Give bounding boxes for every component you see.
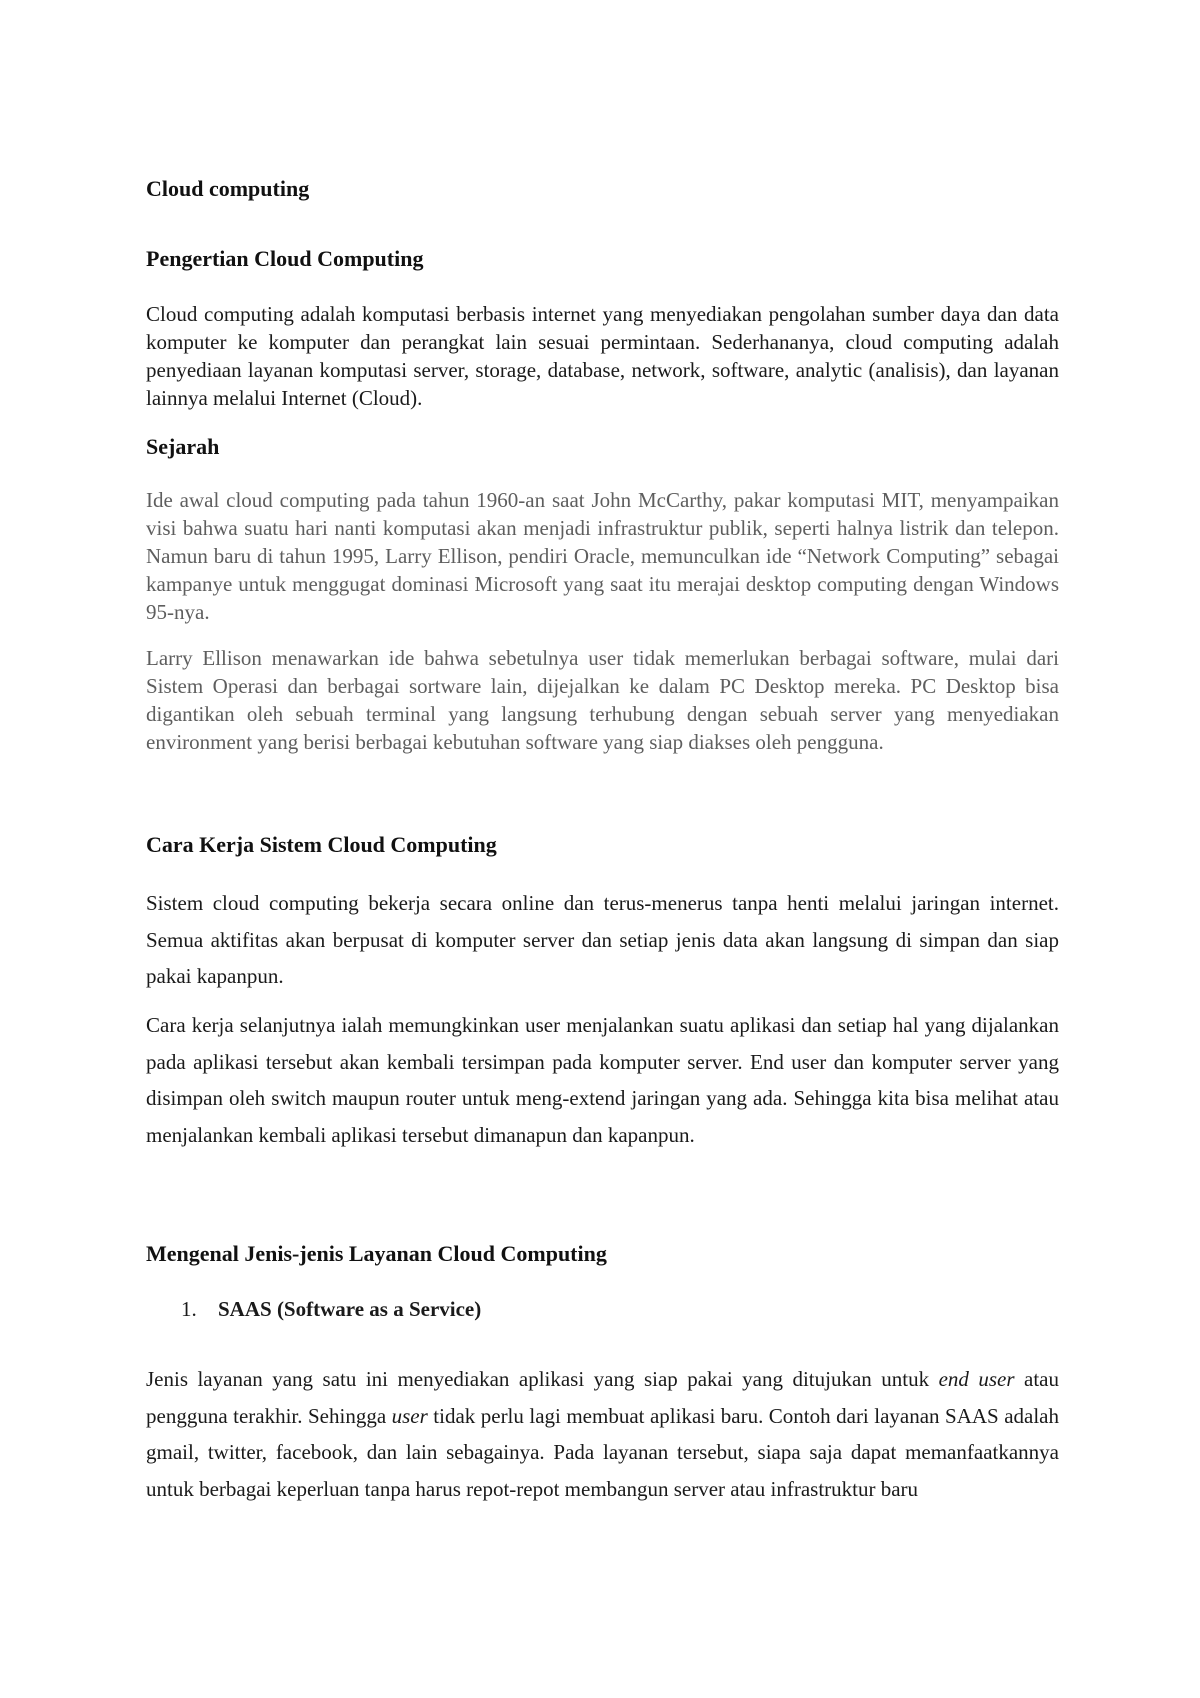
paragraph-saas-text-3: tidak perlu lagi membuat aplikasi baru. Contoh dari layanan SAAS adalah gmail, twitter, facebook, dan lain sebagainya. Pada layanan tersebut, siapa saja dapat memanfaatkannya untuk berbagai keperluan tanpa harus repot-repot membangun server atau infrastruktur baru [146, 1403, 1059, 1501]
paragraph-cara-kerja-2: Cara kerja selanjutnya ialah memungkinkan user menjalankan suatu aplikasi dan setiap hal yang dijalankan pada aplikasi tersebut akan kembali tersimpan pada komputer server. End user dan komputer server yang disimpan oleh switch maupun router untuk meng-extend jaringan yang ada. Sehingga kita bisa melihat atau menjalankan kembali aplikasi tersebut dimanapun dan kapanpun. [146, 1013, 1059, 1147]
section-heading-jenis-layanan: Mengenal Jenis-jenis Layanan Cloud Computing [146, 1241, 607, 1266]
paragraph-saas [146, 1361, 1059, 1507]
paragraph-saas-em-1: end user [938, 1367, 1015, 1391]
section-heading-pengertian: Pengertian Cloud Computing [146, 246, 424, 271]
list-item-saas: SAAS (Software as a Service) [218, 1297, 482, 1321]
paragraph-pengertian: Cloud computing adalah komputasi berbasis internet yang menyediakan pengolahan sumber daya dan data komputer ke komputer dan perangkat lain sesuai permintaan. Sederhananya, cloud computing adalah penyediaan layanan komputasi server, storage, database, network, software, analytic (analisis), dan layanan lainnya melalui Internet (Cloud). [146, 302, 1059, 410]
paragraph-sejarah-2: Larry Ellison menawarkan ide bahwa sebetulnya user tidak memerlukan berbagai software, mulai dari Sistem Operasi dan berbagai sortware lain, dijejalkan ke dalam PC Desktop mereka. PC Desktop bisa digantikan oleh sebuah terminal yang langsung terhubung dengan sebuah server yang menyediakan environment yang berisi berbagai kebutuhan software yang siap diakses oleh pengguna. [146, 646, 1059, 754]
section-heading-sejarah: Sejarah [146, 434, 220, 459]
paragraph-cara-kerja-1: Sistem cloud computing bekerja secara online dan terus-menerus tanpa henti melalui jaringan internet. Semua aktifitas akan berpusat di komputer server dan setiap jenis data akan langsung di simpan dan siap pakai kapanpun. [146, 891, 1059, 988]
paragraph-sejarah-1: Ide awal cloud computing pada tahun 1960-an saat John McCarthy, pakar komputasi MIT, menyampaikan visi bahwa suatu hari nanti komputasi akan menjadi infrastruktur publik, seperti halnya listrik dan telepon. Namun baru di tahun 1995, Larry Ellison, pendiri Oracle, memunculkan ide “Network Computing” sebagai kampanye untuk menggugat dominasi Microsoft yang saat itu merajai desktop computing dengan Windows 95-nya. [146, 488, 1059, 624]
paragraph-saas-text-2: atau pengguna terakhir. Sehingga [146, 1367, 1059, 1428]
list-number: 1. [181, 1297, 197, 1321]
paragraph-saas-em-2: user [391, 1403, 428, 1428]
section-heading-cara-kerja: Cara Kerja Sistem Cloud Computing [146, 832, 497, 857]
paragraph-saas-text-1: Jenis layanan yang satu ini menyediakan aplikasi yang siap pakai yang ditujukan untuk [146, 1367, 939, 1391]
document-title: Cloud computing [146, 176, 310, 201]
